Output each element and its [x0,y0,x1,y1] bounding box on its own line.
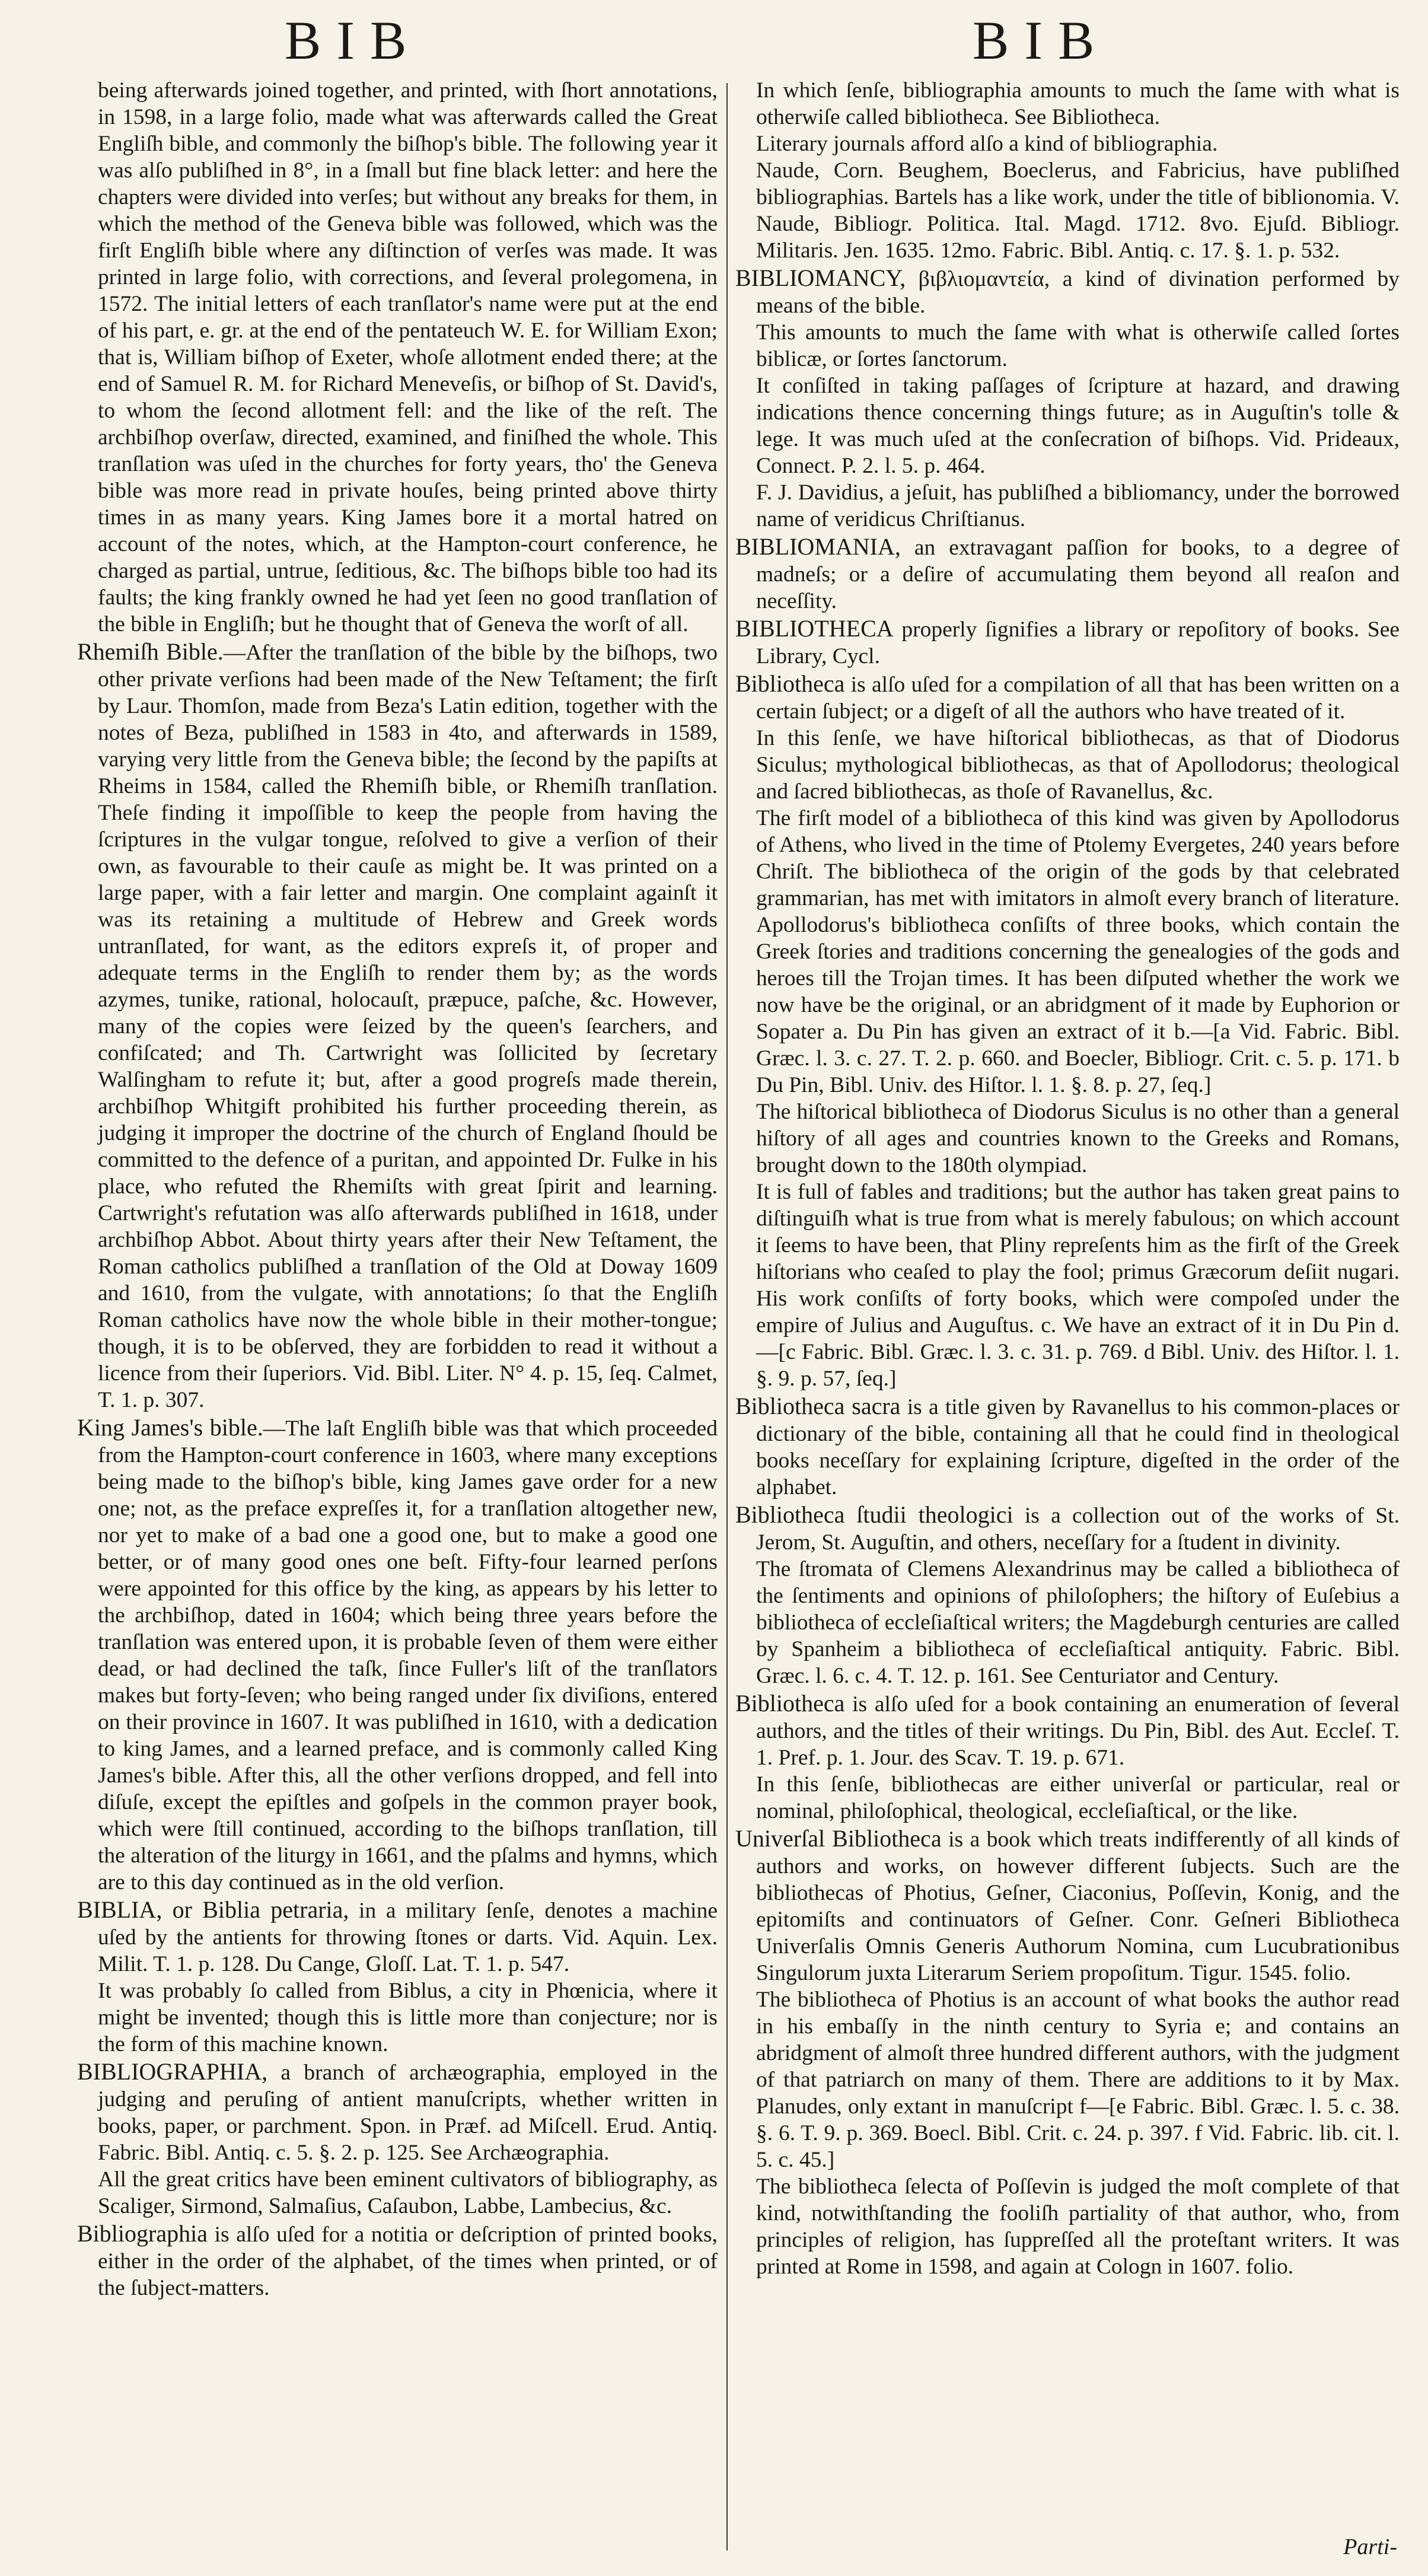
entry-headword: BIBLIOGRAPHIA, [77,2058,268,2085]
entry-headword: BIBLIOTHECA [735,615,894,642]
paragraph-text: being afterwards joined together, and printed, with ſhort annotations, in 1598, in a large folio, made what was afterwards called the Great Engliſh bible, and commonly the biſhop's bible. The following year it was alſo publiſhed in 8°, in a ſmall but fine black letter: and here the chapters were divided into verſes; but without any breaks for them, in which the method of the Geneva bible was followed, which was the firſt Engliſh bible where any diſtinction of verſes was made. It was printed in large folio, with corrections, and ſeveral prolegomena, in 1572. The initial letters of each tranſlator's name were put at the end of his part, e. gr. at the end of the pentateuch W. E. for William Exon; that is, William biſhop of Exeter, whoſe allotment ended there; at the end of Samuel R. M. for Richard Meneveſis, or biſhop of St. David's, to whom the ſecond allotment fell: and the like of the reſt. The archbiſhop overſaw, directed, examined, and finiſhed the whole. This tranſlation was uſed in the churches for forty years, tho' the Geneva bible was more read in private houſes, being printed above thirty times in as many years. King James bore it a mortal hatred on account of the notes, which, at the Hampton-court conference, he charged as partial, untrue, ſeditious, &c. The biſhops bible too had its faults; the king frankly owned he had yet ſeen no good tranſlation of the bible in Engliſh; but he thought that of Geneva the worſt of all. [98,78,718,636]
entry-headword: Rhemiſh Bible. [77,638,224,665]
paragraph [735,130,1400,157]
entry-headword: Bibliotheca [735,670,845,697]
paragraph [77,1413,718,1896]
paragraph-text: —After the tranſlation of the bible by the biſhops, two other private verſions had been made of the New Teſtament; the firſt by Laur. Thomſon, made from Beza's Latin edition, together with the notes of Beza, publiſhed in 1583 in 4to, and afterwards in 1589, varying very little from the Geneva bible; the ſecond by the papiſts at Rheims in 1584, called the Rhemiſh bible, or Rhemiſh tranſlation. Theſe finding it impoſſible to keep the people from having the ſcriptures in the vulgar tongue, reſolved to give a verſion of their own, as favourable to their cauſe as might be. It was printed on a large paper, with a fair letter and margin. One complaint againſt it was its retaining a multitude of Hebrew and Greek words untranſlated, for want, as the editors expreſs it, of proper and adequate terms in the Engliſh to render them by; as the words azymes, tunike, rational, holocauſt, præpuce, paſche, &c. However, many of the copies were ſeized by the queen's ſearchers, and confiſcated; and Th. Cartwright was ſollicited by ſecretary Walſingham to refute it; but, after a good progreſs made therein, archbiſhop Whitgift prohibited his further proceeding therein, as judging it improper the doctrine of the church of England ſhould be committed to the defence of a puritan, and appointed Dr. Fulke in his place, who refuted the Rhemiſts with great ſpirit and learning. Cartwright's refutation was alſo afterwards publiſhed in 1618, under archbiſhop Abbot. About thirty years after their New Teſtament, the Roman catholics publiſhed a tranſlation of the Old at Doway 1609 and 1610, from the vulgate, with annotations; ſo that the Engliſh Roman catholics have now the whole bible in their mother-tongue; though, it is to be obſerved, they are forbidden to read it without a licence from their ſuperiors. Vid. Bibl. Liter. N° 4. p. 15, ſeq. Calmet, T. 1. p. 307. [98,641,718,1412]
paragraph [735,479,1400,533]
paragraph [735,157,1400,264]
paragraph [735,2173,1400,2280]
paragraph-text: It is full of fables and traditions; but the author has taken great pains to diſtinguiſh what is true from what is merely fabulous; on which account it ſeems to have been, that Pliny repreſents him as the firſt of the Greek hiſtorians who ceaſed to play the fool; primus Græcorum deſiit nugari. His work conſiſts of forty books, which were compoſed under the empire of Julius and Auguſtus. c. We have an extract of it in Du Pin d.—[c Fabric. Bibl. Græc. l. 3. c. 31. p. 769. d Bibl. Univ. des Hiſtor. l. 1. §. 9. p. 57, ſeq.] [756,1180,1400,1391]
catchword: Parti- [1343,2534,1397,2559]
paragraph-text: is a title given by Ravanellus to his common-places or dictionary of the bible, containing all that he could find in theological books neceſſary for explaining ſcripture, digeſted in the order of the alphabet. [756,1395,1400,1499]
paragraph [735,670,1400,725]
paragraph [735,805,1400,1098]
left-column [77,77,718,2539]
paragraph-text: an extravagant paſſion for books, to a degree of madneſs; or a deſire of accumulating them beyond all reaſon and neceſſity. [756,536,1400,613]
paragraph-text: This amounts to much the ſame with what is otherwiſe called ſortes biblicæ, or ſortes ſanctorum. [756,320,1400,371]
paragraph-text: βιβλιομαντεία, a kind of divination performed by means of the bible. [756,267,1400,318]
paragraph-text: The firſt model of a bibliotheca of this kind was given by Apollodorus of Athens, who lived in the time of Ptolemy Evergetes, 240 years before Chriſt. The bibliotheca of the origin of the gods by that celebrated grammarian, has met with imitators in almoſt every branch of literature. Apollodorus's bibliotheca conſiſts of three books, which contain the Greek ſtories and traditions concerning the genealogies of the gods and heroes till the Trojan times. It has been diſputed whether the work we now have be the original, or an abridgment of it made by Euphorion or Sopater a. Du Pin has given an extract of it b.—[a Vid. Fabric. Bibl. Græc. l. 3. c. 27. T. 2. p. 660. and Boecler, Bibliogr. Crit. c. 5. p. 171. b Du Pin, Bibl. Univ. des Hiſtor. l. 1. §. 8. p. 27, ſeq.] [756,806,1400,1097]
paragraph [77,2058,718,2166]
paragraph [735,1986,1400,2173]
entry-headword: Bibliotheca sacra [735,1393,901,1419]
paragraph [77,2220,718,2301]
paragraph-text: Literary journals afford alſo a kind of bibliographia. [756,132,1218,156]
paragraph-text: It conſiſted in taking paſſages of ſcripture at hazard, and drawing indications thence concerning things future; as in Auguſtin's tolle & lege. It was much uſed at the conſecration of biſhops. Vid. Prideaux, Connect. P. 2. l. 5. p. 464. [756,374,1400,478]
entry-headword: BIBLIA, or Biblia petraria, [77,1896,349,1923]
paragraph-text: The hiſtorical bibliotheca of Diodorus Siculus is no other than a general hiſtory of all ages and countries known to the Greeks and Romans, brought down to the 180th olympiad. [756,1100,1400,1177]
paragraph [77,1896,718,1978]
paragraph [735,264,1400,319]
paragraph-text: In which ſenſe, bibliographia amounts to much the ſame with what is otherwiſe called bibliotheca. See Bibliotheca. [756,78,1400,129]
paragraph [735,1501,1400,1556]
paragraph-text: is alſo uſed for a notitia or deſcription of printed books, either in the order of the alphabet, of the times when printed, or of the ſubject-matters. [98,2222,718,2300]
running-head-right: BIB [973,10,1110,71]
column-divider [726,83,728,2550]
entry-headword: Bibliotheca [735,1690,845,1717]
right-column [735,77,1400,2539]
paragraph [735,725,1400,805]
paragraph-text: In this ſenſe, we have hiſtorical bibliothecas, as that of Diodorus Siculus; mythological bibliothecas, as that of Apollodorus; theological and ſacred bibliothecas, as thoſe of Ravanellus, &c. [756,726,1400,804]
paragraph-text: a branch of archæographia, employed in the judging and peruſing of antient manuſcripts, whether written in books, paper, or parchment. Spon. in Præf. ad Miſcell. Erud. Antiq. Fabric. Bibl. Antiq. c. 5. §. 2. p. 125. See Archæographia. [98,2061,718,2165]
paragraph-text: is a collection out of the works of St. Jerom, St. Auguſtin, and others, neceſſary for a ſtudent in divinity. [756,1504,1400,1555]
paragraph [77,1978,718,2058]
paragraph [735,1556,1400,1689]
paragraph [735,77,1400,130]
paragraph [735,1179,1400,1392]
paragraph [735,1392,1400,1501]
paragraph [735,372,1400,479]
paragraph-text: F. J. Davidius, a jeſuit, has publiſhed a bibliomancy, under the borrowed name of veridicus Chriſtianus. [756,480,1400,531]
paragraph-text: All the great critics have been eminent cultivators of bibliography, as Scaliger, Sirmond, Salmaſius, Caſaubon, Labbe, Lambecius, &c. [98,2167,718,2218]
entry-headword: BIBLIOMANIA, [735,533,901,560]
paragraph [77,2166,718,2220]
paragraph-text: The bibliotheca ſelecta of Poſſevin is judged the moſt complete of that kind, notwithſtanding the fooliſh partiality of that author, who, from principles of religion, has ſuppreſſed all the proteſtant writers. It was printed at Rome in 1598, and again at Cologn in 1607. folio. [756,2174,1400,2279]
entry-headword: Univerſal Bibliotheca [735,1825,942,1852]
paragraph-text: is a book which treats indifferently of all kinds of authors and works, on however different ſubjects. Such are the bibliothecas of Photius, Geſner, Ciaconius, Poſſevin, Konig, and the epitomiſts and continuators of Geſner. Conr. Geſneri Bibliotheca Univerſalis Omnis Generis Authorum Nomina, cum Lucubrationibus Singulorum juxta Literarum Seriem propoſitum. Tigur. 1545. folio. [756,1827,1400,1985]
entry-headword: Bibliotheca ſtudii theologici [735,1501,1013,1528]
paragraph [735,1771,1400,1824]
paragraph-text: properly ſignifies a library or repoſitory of books. See Library, Cycl. [756,617,1400,668]
paragraph [735,319,1400,372]
paragraph-text: The ſtromata of Clemens Alexandrinus may be called a bibliotheca of the ſentiments and opinions of philoſophers; the hiſtory of Euſebius a bibliotheca of eccleſiaſtical writers; the Magdeburgh centuries are called by Spanheim a bibliotheca of eccleſiaſtical antiquity. Fabric. Bibl. Græc. l. 6. c. 4. T. 12. p. 161. See Centuriator and Century. [756,1557,1400,1688]
paragraph [77,77,718,638]
paragraph-text: —The laſt Engliſh bible was that which proceeded from the Hampton-court conference in 1603, where many exceptions being made to the biſhop's bible, king James gave order for a new one; not, as the preface expreſſes it, for a tranſlation altogether new, nor yet to make of a bad one a good one, but to make a good one better, or of many good ones one beſt. Fifty-four learned perſons were appointed for this office by the king, as appears by his letter to the archbiſhop, dated in 1604; which being three years before the tranſlation was entered upon, it is probable ſeven of them were either dead, or had declined the taſk, ſince Fuller's liſt of the tranſlators makes but forty-ſeven; who being ranged under ſix diviſions, entered on their province in 1607. It was publiſhed in 1610, with a dedication to king James, and a learned preface, and is commonly called King James's bible. After this, all the other verſions dropped, and fell into diſuſe, except the epiſtles and goſpels in the common prayer book, which were ſtill continued, according to the biſhops tranſlation, till the alteration of the liturgy in 1661, and the pſalms and hymns, which are to this day continued as in the old verſion. [98,1416,718,1894]
paragraph [735,1824,1400,1986]
paragraph-text: It was probably ſo called from Biblus, a city in Phœnicia, where it might be invented; though this is little more than conjecture; nor is the form of this machine known. [98,1979,718,2056]
paragraph-text: in a military ſenſe, denotes a machine uſed by the antients for throwing ſtones or darts. Vid. Aquin. Lex. Milit. T. 1. p. 128. Du Cange, Gloſſ. Lat. T. 1. p. 547. [98,1899,718,1976]
running-head-left: BIB [285,10,422,71]
paragraph [735,614,1400,670]
paragraph [735,1689,1400,1771]
entry-headword: King James's bible. [77,1414,263,1441]
paragraph-text: In this ſenſe, bibliothecas are either univerſal or particular, real or nominal, philoſophical, theological, eccleſiaſtical, or the like. [756,1772,1400,1823]
entry-headword: Bibliographia [77,2220,208,2247]
paragraph-text: The bibliotheca of Photius is an account of what books the author read in his embaſſy in the ninth century to Syria e; and contains an abridgment of almoſt three hundred different authors, with the judgment of that patriarch on many of them. There are additions to it by Max. Planudes, only extant in manuſcript f—[e Fabric. Bibl. Græc. l. 5. c. 38. §. 6. T. 9. p. 369. Boecl. Bibl. Crit. c. 24. p. 397. f Vid. Fabric. lib. cit. l. 5. c. 45.] [756,1988,1400,2172]
paragraph-text: is alſo uſed for a compilation of all that has been written on a certain ſubject; or a digeſt of all the authors who have treated of it. [756,673,1400,724]
paragraph [77,638,718,1413]
paragraph-text: is alſo uſed for a book containing an enumeration of ſeveral authors, and the titles of their writings. Du Pin, Bibl. des Aut. Eccleſ. T. 1. Pref. p. 1. Jour. des Scav. T. 19. p. 671. [756,1692,1400,1770]
paragraph [735,533,1400,614]
paragraph [735,1098,1400,1179]
entry-headword: BIBLIOMANCY, [735,265,906,291]
paragraph-text: Naude, Corn. Beughem, Boeclerus, and Fabricius, have publiſhed bibliographias. Bartels has a like work, under the title of biblionomia. V. Naude, Bibliogr. Politica. Ital. Magd. 1712. 8vo. Ejuſd. Bibliogr. Militaris. Jen. 1635. 12mo. Fabric. Bibl. Antiq. c. 17. §. 1. p. 532. [756,158,1400,263]
